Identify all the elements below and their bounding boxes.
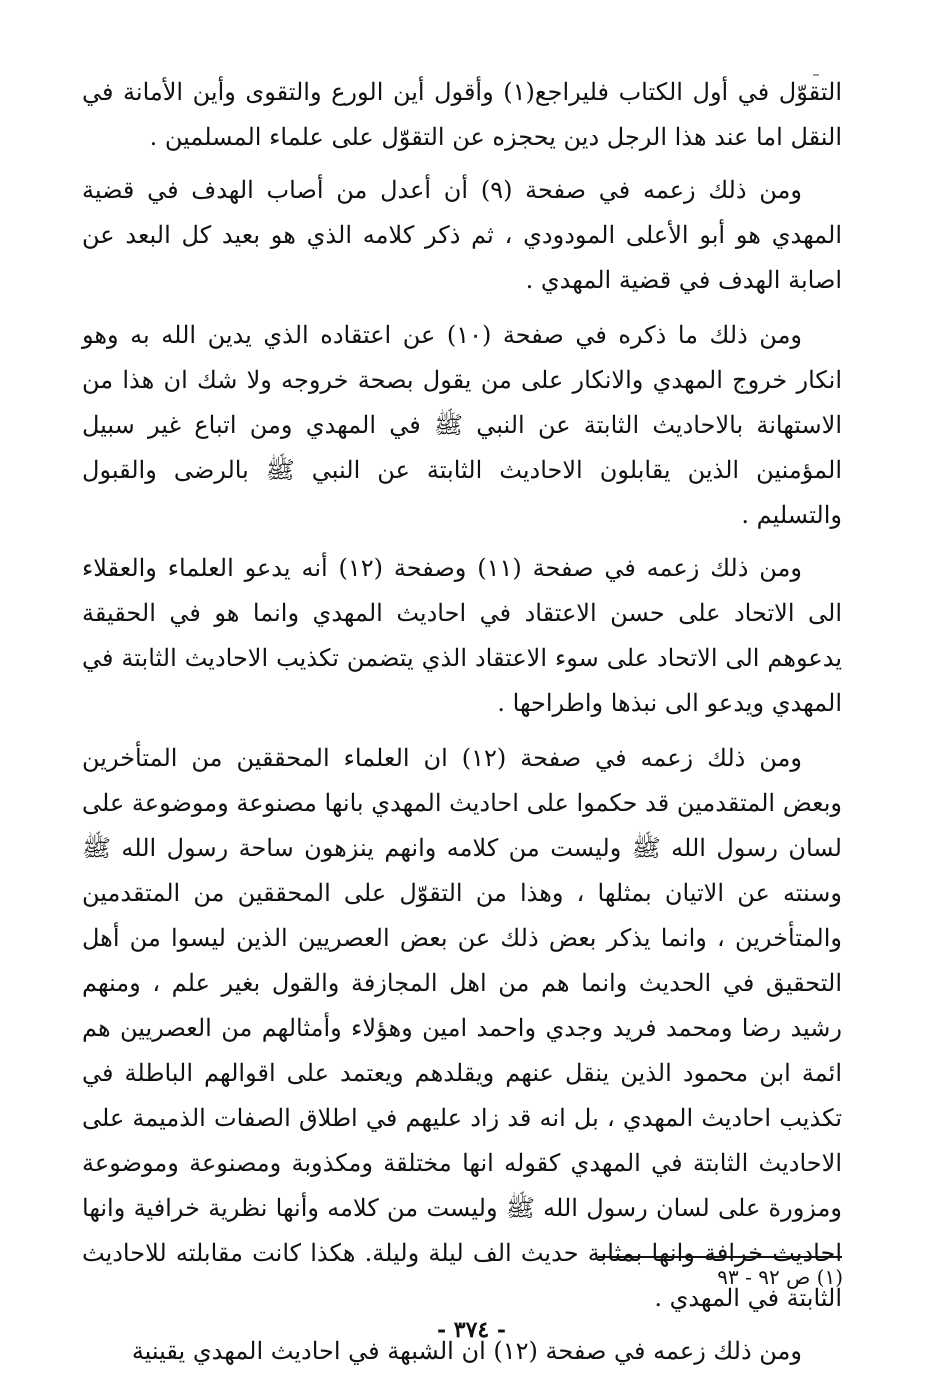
paragraph-2: ومن ذلك زعمه في صفحة (٩) أن أعدل من أصاب الهدف في قضية المهدي هو أبو الأعلى المودودي ، ثم ذكر كلامه الذي هو بعيد كل البعد عن اصابة الهدف في قضية المهدي . <box>82 176 842 294</box>
paragraph-4: ومن ذلك زعمه في صفحة (١١) وصفحة (١٢) أنه يدعو العلماء والعقلاء الى الاتحاد على حسن الاعتقاد في احاديث المهدي وانما هو في الحقيقة يدعوهم الى الاتحاد على سوء الاعتقاد الذي يتضمن تكذيب الاحاديث الثابتة في المهدي ويدعو الى نبذها واطراحها . <box>82 554 842 717</box>
paragraph-5: ومن ذلك زعمه في صفحة (١٢) ان العلماء المحققين من المتأخرين وبعض المتقدمين قد حكموا على احاديث المهدي بانها مصنوعة وموضوعة على لسان رسول الله ﷺ وليست من كلامه وانهم ينزهون ساحة رسول الله ﷺ وسنته عن الاتيان بمثلها ، وهذا من التقوّل على المحققين من المتقدمين والمتأخرين ، وانما يذكر بعض ذلك عن بعض العصريين الذين ليسوا من أهل التحقيق في الحديث وانما هم من اهل المجازفة والقول بغير علم ، ومنهم رشيد رضا ومحمد فريد وجدي واحمد امين وهؤلاء وأمثالهم من العصريين هم ائمة ابن محمود الذين ينقل عنهم ويقلدهم ويعتمد على اقوالهم الباطلة في تكذيب احاديث المهدي ، بل انه قد زاد عليهم في اطلاق الصفات الذميمة على الاحاديث الثابتة في المهدي كقوله انها مختلقة ومكذوبة ومصنوعة وموضوعة ومزورة على لسان رسول الله ﷺ وليست من كلامه وأنها نظرية خرافية وانها احاديث خرافة وانها بمثابة حديث الف ليلة وليلة. هكذا كانت مقابلته للاحاديث الثابتة في المهدي . <box>82 744 842 1312</box>
footnote-separator <box>598 1256 842 1258</box>
paragraph-1: التقوّل في أول الكتاب فليراجع(١) وأقول أين الورع والتقوى وأين الأمانة في النقل اما عند هذا الرجل دين يحجزه عن التقوّل على علماء المسلمين . <box>82 78 842 151</box>
footnote: (١) ص ٩٢ - ٩٣ <box>717 1265 843 1289</box>
page-number: - ٣٧٤ - <box>436 1317 507 1343</box>
body-text <box>82 70 842 1382</box>
paragraph-3: ومن ذلك ما ذكره في صفحة (١٠) عن اعتقاده الذي يدين الله به وهو انكار خروج المهدي والانكار على من يقول بصحة خروجه ولا شك ان هذا من الاستهانة بالاحاديث الثابتة عن النبي ﷺ في المهدي ومن اتباع غير سبيل المؤمنين الذين يقابلون الاحاديث الثابتة عن النبي ﷺ بالرضى والقبول والتسليم . <box>82 321 843 529</box>
paragraph-6: ومن ذلك زعمه في صفحة (١٢) ان الشبهة في احاديث المهدي يقينية <box>131 1337 802 1365</box>
